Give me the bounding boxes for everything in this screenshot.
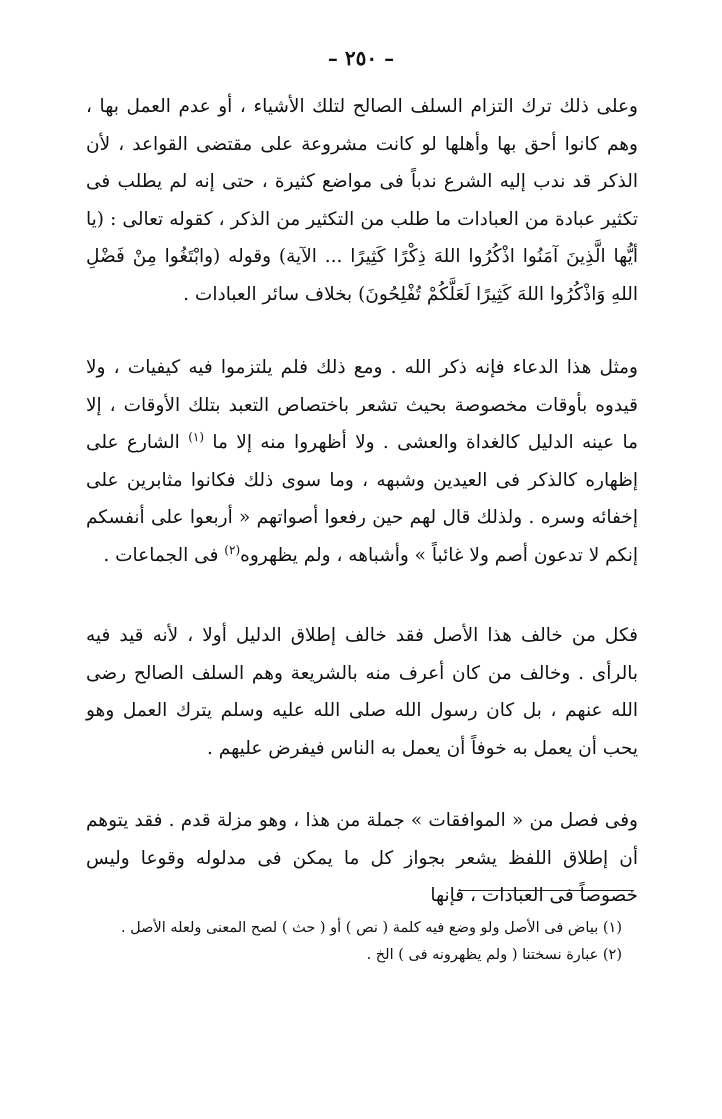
footnote-ref-1[interactable]: (١) (188, 429, 205, 444)
paragraph-1: وعلى ذلك ترك التزام السلف الصالح لتلك الأشياء ، أو عدم العمل بها ، وهم كانوا أحق بها وأهلها لو كانت مشروعة على مقتضى القواعد ، لأن الذكر قد ندب إليه الشرع ندباً فى مواضع كثيرة ، حتى إنه لم يطلب فى تكثير عبادة من العبادات ما طلب من التكثير من الذكر ، كقوله تعالى : (يا أيُّها الَّذِينَ آمَنُوا اذْكُرُوا اللهَ ذِكْرًا كَثِيرًا ... الآية) وقوله (وابْتَغُوا مِنْ فَضْلِ اللهِ وَاذْكُرُوا اللهَ كَثِيرًا لَعَلَّكُمْ تُفْلِحُونَ) بخلاف سائر العبادات . (86, 96, 638, 305)
footnote-divider (458, 890, 634, 891)
paragraph-2-text-c: فى الجماعات . (103, 544, 219, 566)
paragraph-2-text-a: ومثل هذا الدعاء فإنه ذكر الله . ومع ذلك فلم يلتزموا فيه كيفيات ، ولا قيدوه بأوقات مخصوصة بحيث تشعر باختصاص التعبد بتلك الأوقات ، إلا ما عينه الدليل كالغداة والعشى . ولا أظهروا منه إلا ما (86, 357, 639, 453)
paragraph-4: وفى فصل من « الموافقات » جملة من هذا ، وهو مزلة قدم . فقد يتوهم أن إطلاق اللفظ يشعر بجواز كل ما يمكن فى مدلوله وقوعا وليس خصوصاً فى العبادات ، فإنها (86, 810, 638, 906)
paragraph-3: فكل من خالف هذا الأصل فقد خالف إطلاق الدليل أولا ، لأنه قيد فيه بالرأى . وخالف من كان أعرف منه بالشريعة وهم السلف الصالح رضى الله عنهم ، بل كان رسول الله صلى الله عليه وسلم يترك العمل وهو يحب أن يعمل به خوفاً أن يعمل به الناس فيفرض عليهم . (86, 625, 638, 759)
footnotes (92, 915, 622, 969)
paragraph-2 (86, 349, 638, 574)
paragraph-2-text-b: الشارع على إظهاره كالذكر فى العيدين وشبهه ، وما سوى ذلك فكانوا مثابرين على إخفائه وسره . ولذلك قال لهم حين رفعوا أصواتهم « أربعوا على أنفسكم إنكم لا تدعون أصم ولا غائباً » وأشباهه ، ولم يظهروه (86, 432, 638, 566)
footnote-1: (١) بياض فى الأصل ولو وضع فيه كلمة ( نص ) أو ( حث ) لصح المعنى ولعله الأصل . (120, 920, 622, 936)
footnote-2: (٢) عبارة نسختنا ( ولم يظهرونه فى ) الخ . (366, 947, 622, 963)
footnote-ref-2[interactable]: (٢) (224, 542, 241, 557)
page-number: – ٢٥٠ – (327, 46, 395, 70)
